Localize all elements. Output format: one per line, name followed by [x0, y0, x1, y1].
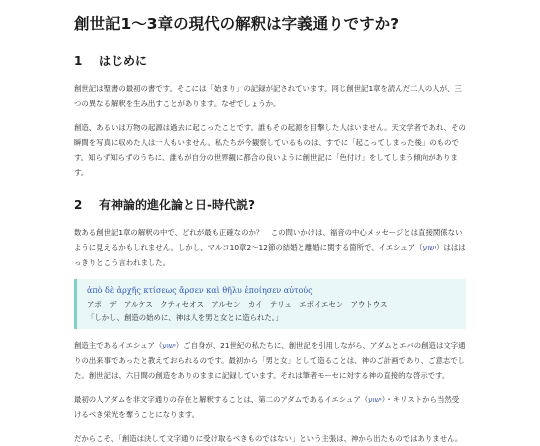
hebrew-name: ישוע — [162, 341, 176, 350]
section-2-paragraph-1-text-b: ）はははっきりとこう言われました。 — [74, 243, 466, 267]
greek-reading: アポ デ アルケス クティセオス アルセン カイ テリュ エポイエセン アウトウス — [87, 300, 388, 309]
section-2-paragraph-3 — [74, 392, 466, 422]
section-2-paragraph-2 — [74, 338, 466, 383]
section-2-paragraph-3-text-b: ）・キリストから当然受けるべき栄光を奪うことになります。 — [74, 395, 460, 419]
section-2-heading — [74, 197, 466, 213]
section-2-number: 2 — [74, 198, 83, 212]
hebrew-name: ישוע — [422, 243, 437, 252]
section-1-heading — [74, 53, 466, 69]
section-2-paragraph-3-text-a: 最初の人アダムを非文字通りの存在と解釈することは、第二のアダムであるイエシュア（ — [74, 395, 369, 404]
scripture-quote-block — [74, 279, 466, 329]
quote-translation: 「しかし、創造の始めに、神は人を男と女とに造られた。」 — [87, 313, 283, 322]
hebrew-name: ישוע — [368, 395, 382, 404]
section-2-paragraph-4: だからこそ、「創造は決して文字通りに受け取るべきものではない」という主張は、神から出たものではありません。 — [74, 434, 463, 443]
section-2-paragraph-1 — [74, 225, 466, 270]
page-title: 創世記1〜3章の現代の解釈は字義通りですか? — [74, 15, 400, 33]
section-1-paragraph-1: 創世記は聖書の最初の書です。そこには「始まり」の記録が記されています。同じ創世記1章を読んだ二人の人が、三つの異なる解釈を生み出すことがあります。なぜでしょうか。 — [74, 84, 462, 108]
greek-quote: ἀπὸ δὲ ἀρχῆς κτίσεως ἄρσεν καὶ θῆλυ ἐποίησεν αὐτούς — [87, 286, 313, 295]
section-1-title: はじめに — [99, 54, 148, 68]
section-2-title: 有神論的進化論と日-時代説? — [99, 198, 255, 212]
section-2-paragraph-1-text-a: 数ある創世記1章の解釈の中で、どれが最も正確なのか？ この問いかけは、福音の中心メッセージとは直接関係ないように見えるかもしれません。しかし、マルコ10章2〜12節の結婚と離婚に関する箇所で、イエシュア（ — [74, 228, 463, 252]
section-2-paragraph-2-text-a: 創造主であるイエシュア（ — [74, 341, 163, 350]
section-1-paragraph-2: 創造、あるいは万物の起源は過去に起こったことです。誰もその起源を目撃した人はいません。天文学者であれ、その瞬間を写真に収めた人は一人もいません。私たちが今観察しているものは、すでに「起こってしまった後」のものです。知らず知らずのうちに、誰もが自分の世界観に都合の良いように創世記に「色付け」をしてしまう傾向があります。 — [74, 123, 466, 177]
section-2-paragraph-2-text-b: ）ご自身が、21世紀の私たちに、創世記を引用しながら、アダムとエバの創造は文字通りの出来事であったと教えておられるのです。最初から「男と女」として造ることは、神のご計画であり、ご意志でした。創世記は、六日間の創造をありのままに記録しています。それは筆者モーセに対する神の直接的な啓示です。 — [74, 341, 466, 380]
section-1-number: 1 — [74, 54, 83, 68]
